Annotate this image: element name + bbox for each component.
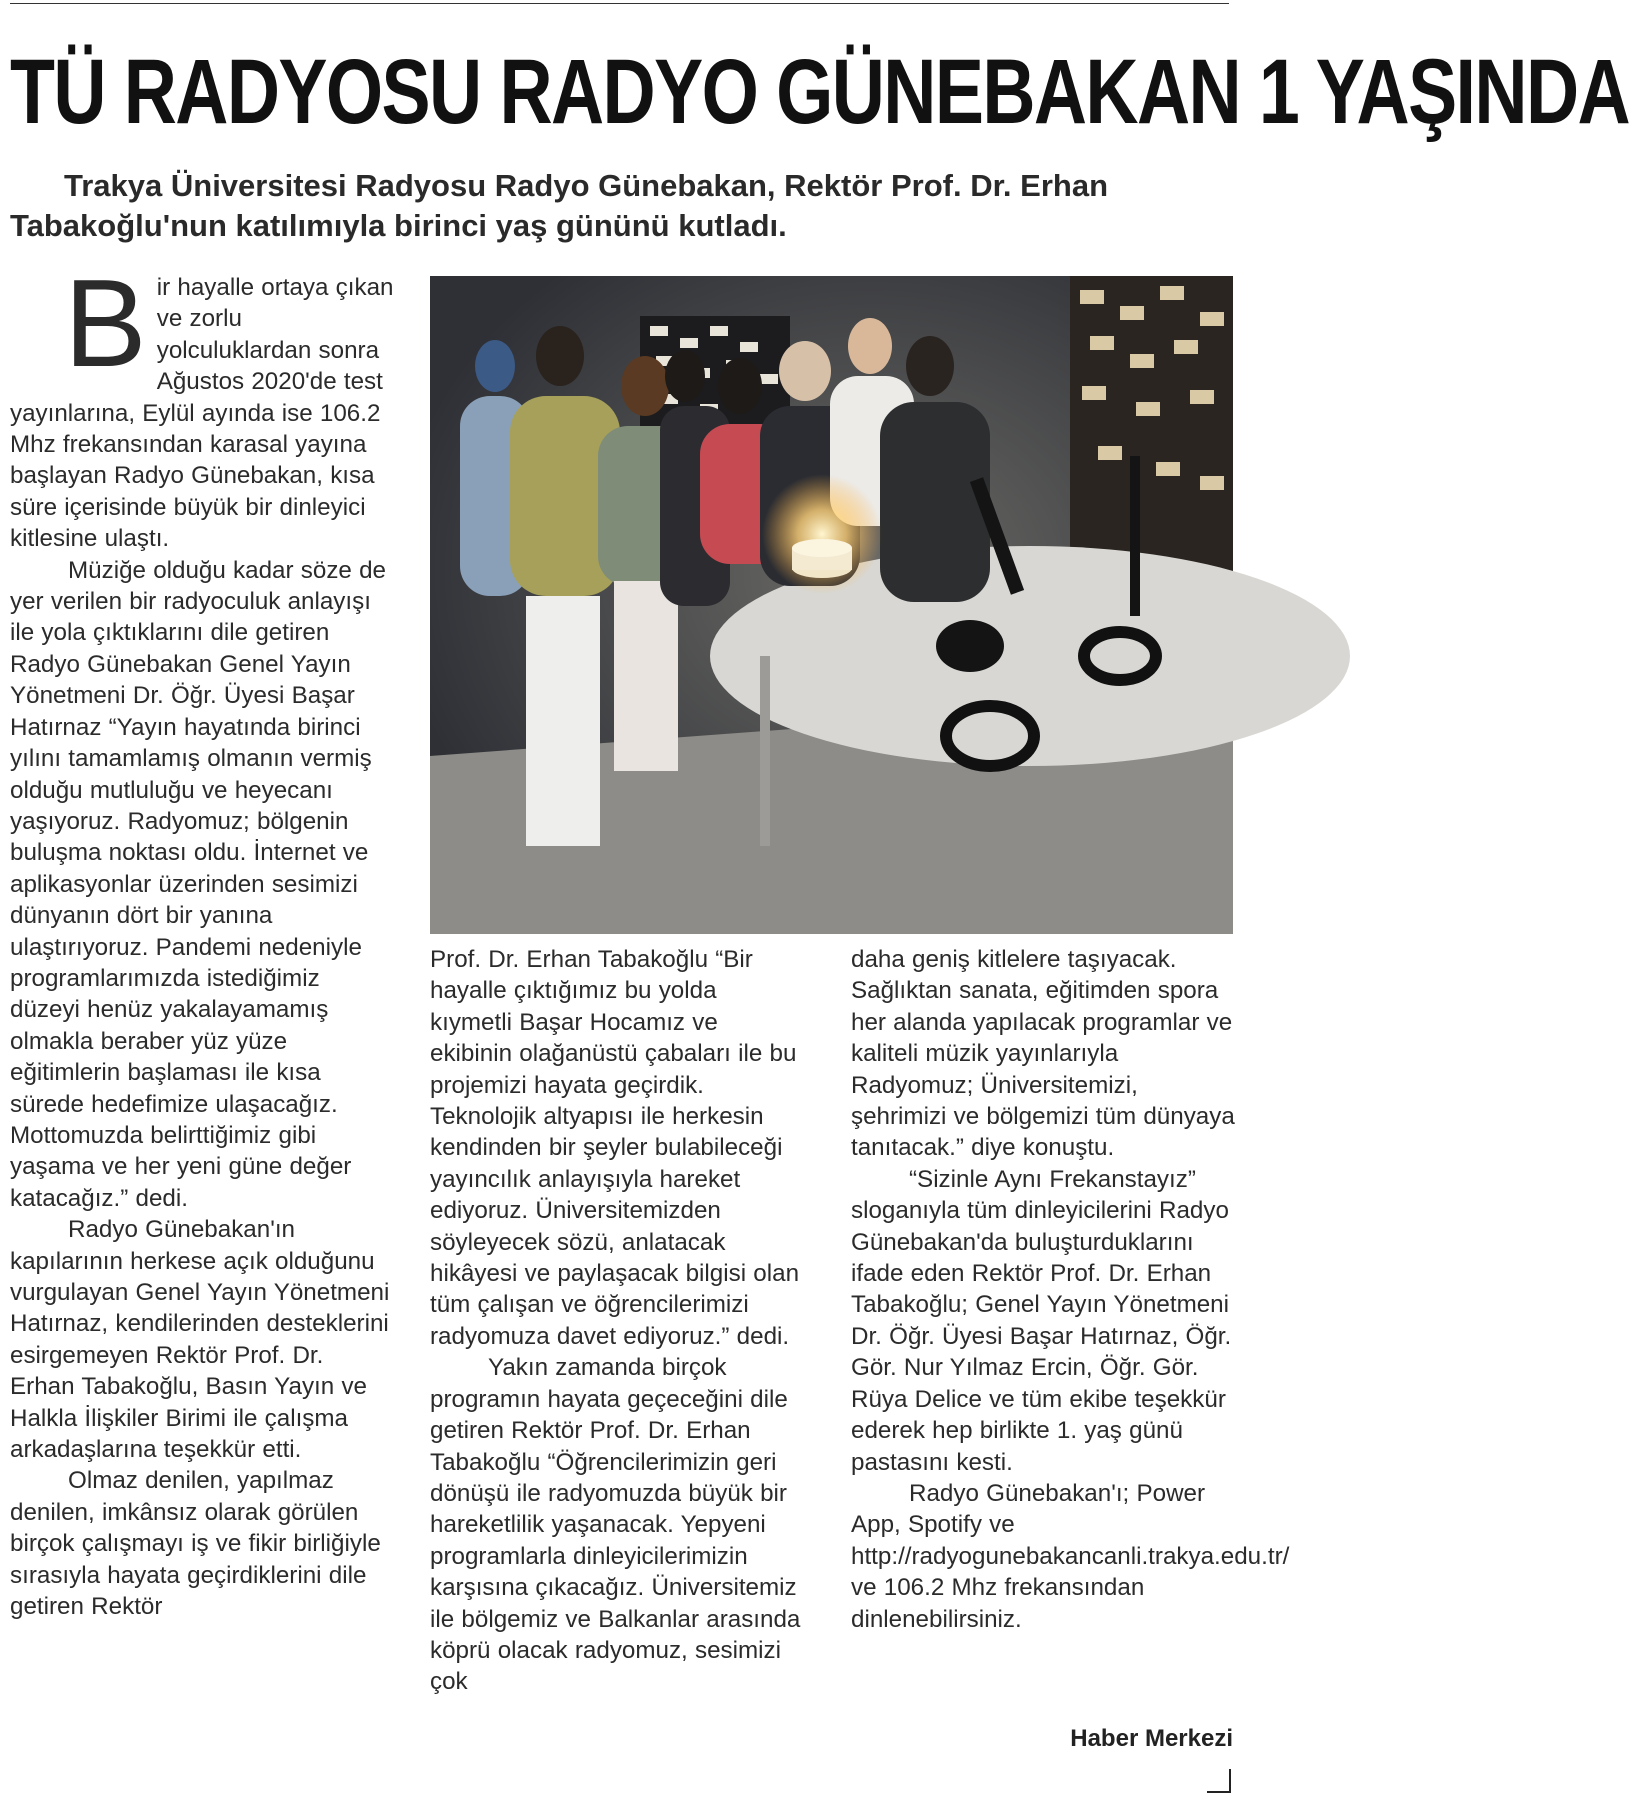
column-2 [430,944,805,1698]
column-1 [10,255,395,1622]
corner-mark [1207,1769,1231,1793]
paragraph-9: Radyo Günebakan'ı; Power App, Spotify ve http://radyogunebakancanli.trakya.edu.tr/ ve 106.2 Mhz frekansından dinlenebilirsiniz. [851,1479,1290,1633]
paragraph-1-text: ir hayalle ortaya çıkan ve zorlu yolculuklardan sonra Ağustos 2020'de test yayınlarına, Eylül ayında ise 106.2 Mhz frekansından karasal yayına başlayan Radyo Günebakan, kısa süre içerisinde büyük bir dinleyici kitlesine ulaştı. [10,274,394,553]
paragraph-5: Prof. Dr. Erhan Tabakoğlu “Bir hayalle çıktığımız bu yolda kıymetli Başar Hocamız ve ekibinin olağanüstü çabaları ile bu projemizi hayata geçirdik. Teknolojik altyapısı ile herkesin kendinden bir şeyler bulabileceği yayıncılık anlayışıyla hareket ediyoruz. Üniversitemizden söyleyecek sözü, anlatacak hikâyesi ve paylaşacak bilgisi olan tüm çalışan ve öğrencilerimizi radyomuza davet ediyoruz.” dedi. [430,946,800,1350]
subheadline: Trakya Üniversitesi Radyosu Radyo Günebakan, Rektör Prof. Dr. Erhan Tabakoğlu'nun katılımıyla birinci yaş gününü kutladı. [10,168,1109,243]
radio-studio-photo [430,276,1233,934]
paragraph-2: Müziğe olduğu kadar söze de yer verilen bir radyoculuk anlayışı ile yola çıktıklarını dile getiren Radyo Günebakan Genel Yayın Yönetmeni Dr. Öğr. Üyesi Başar Hatırnaz “Yayın hayatında birinci yılını tamamlamış olmanın vermiş olduğu mutluluğu ve heyecanı yaşıyoruz. Radyomuz; bölgenin buluşma noktası oldu. İnternet ve aplikasyonlar üzerinden sesimizi dünyanın dört bir yanına ulaştırıyoruz. Pandemi nedeniyle programlarımızda istediğimiz düzeyi henüz yakalayamamış olmakla beraber yüz yüze eğitimlerin başlaması ile kısa sürede hedefimize ulaşacağız. Mottomuzda belirttiğimiz gibi yaşama ve her yeni güne değer katacağız.” dedi. [10,556,386,1212]
paragraph-3: Radyo Günebakan'ın kapılarının herkese açık olduğunu vurgulayan Genel Yayın Yönetmeni Hatırnaz, kendilerinden desteklerini esirgemeyen Rektör Prof. Dr. Erhan Tabakoğlu, Basın Yayın ve Halkla İlişkiler Birimi ile çalışma arkadaşlarına teşekkür etti. [10,1216,390,1464]
top-rule [10,3,1229,4]
paragraph-6: Yakın zamanda birçok programın hayata geçeceğini dile getiren Rektör Prof. Dr. Erhan Tabakoğlu “Öğrencilerimizin geri dönüşü ile radyomuzda büyük bir hareketlilik yaşanacak. Yepyeni programlarla dinleyicilerimizin karşısına çıkacağız. Üniversitemiz ile bölgemiz ve Balkanlar arasında köprü olacak radyomuz, sesimizi çok [430,1354,801,1696]
paragraph-1 [10,255,395,555]
paragraph-4: Olmaz denilen, yapılmaz denilen, imkânsız olarak görülen birçok çalışmayı iş ve fikir birliğiyle sırasıyla hayata geçirdiklerini dile getiren Rektör [10,1467,381,1621]
news-photo [430,276,1233,934]
birthday-cake [762,474,882,594]
headline: TÜ RADYOSU RADYO GÜNEBAKAN 1 YAŞINDA [10,41,1629,143]
drop-cap: B [64,255,147,393]
byline: Haber Merkezi [1070,1725,1233,1752]
column-3 [851,944,1290,1635]
acoustic-panel-right [1070,276,1233,576]
paragraph-7: daha geniş kitlelere taşıyacak. Sağlıktan sanata, eğitimden spora her alanda yapılacak programlar ve kaliteli müzik yayınlarıyla Radyomuz; Üniversitemizi, şehrimizi ve bölgemizi tüm dünyaya tanıtacak.” diye konuştu. [851,946,1235,1162]
paragraph-8: “Sizinle Aynı Frekanstayız” sloganıyla tüm dinleyicilerini Radyo Günebakan'da buluşturduklarını ifade eden Rektör Prof. Dr. Erhan Tabakoğlu; Genel Yayın Yönetmeni Dr. Öğr. Üyesi Başar Hatırnaz, Öğr. Gör. Nur Yılmaz Ercin, Öğr. Gör. Rüya Delice ve tüm ekibe teşekkür ederek hep birlikte 1. yaş günü pastasını kesti. [851,1165,1232,1476]
